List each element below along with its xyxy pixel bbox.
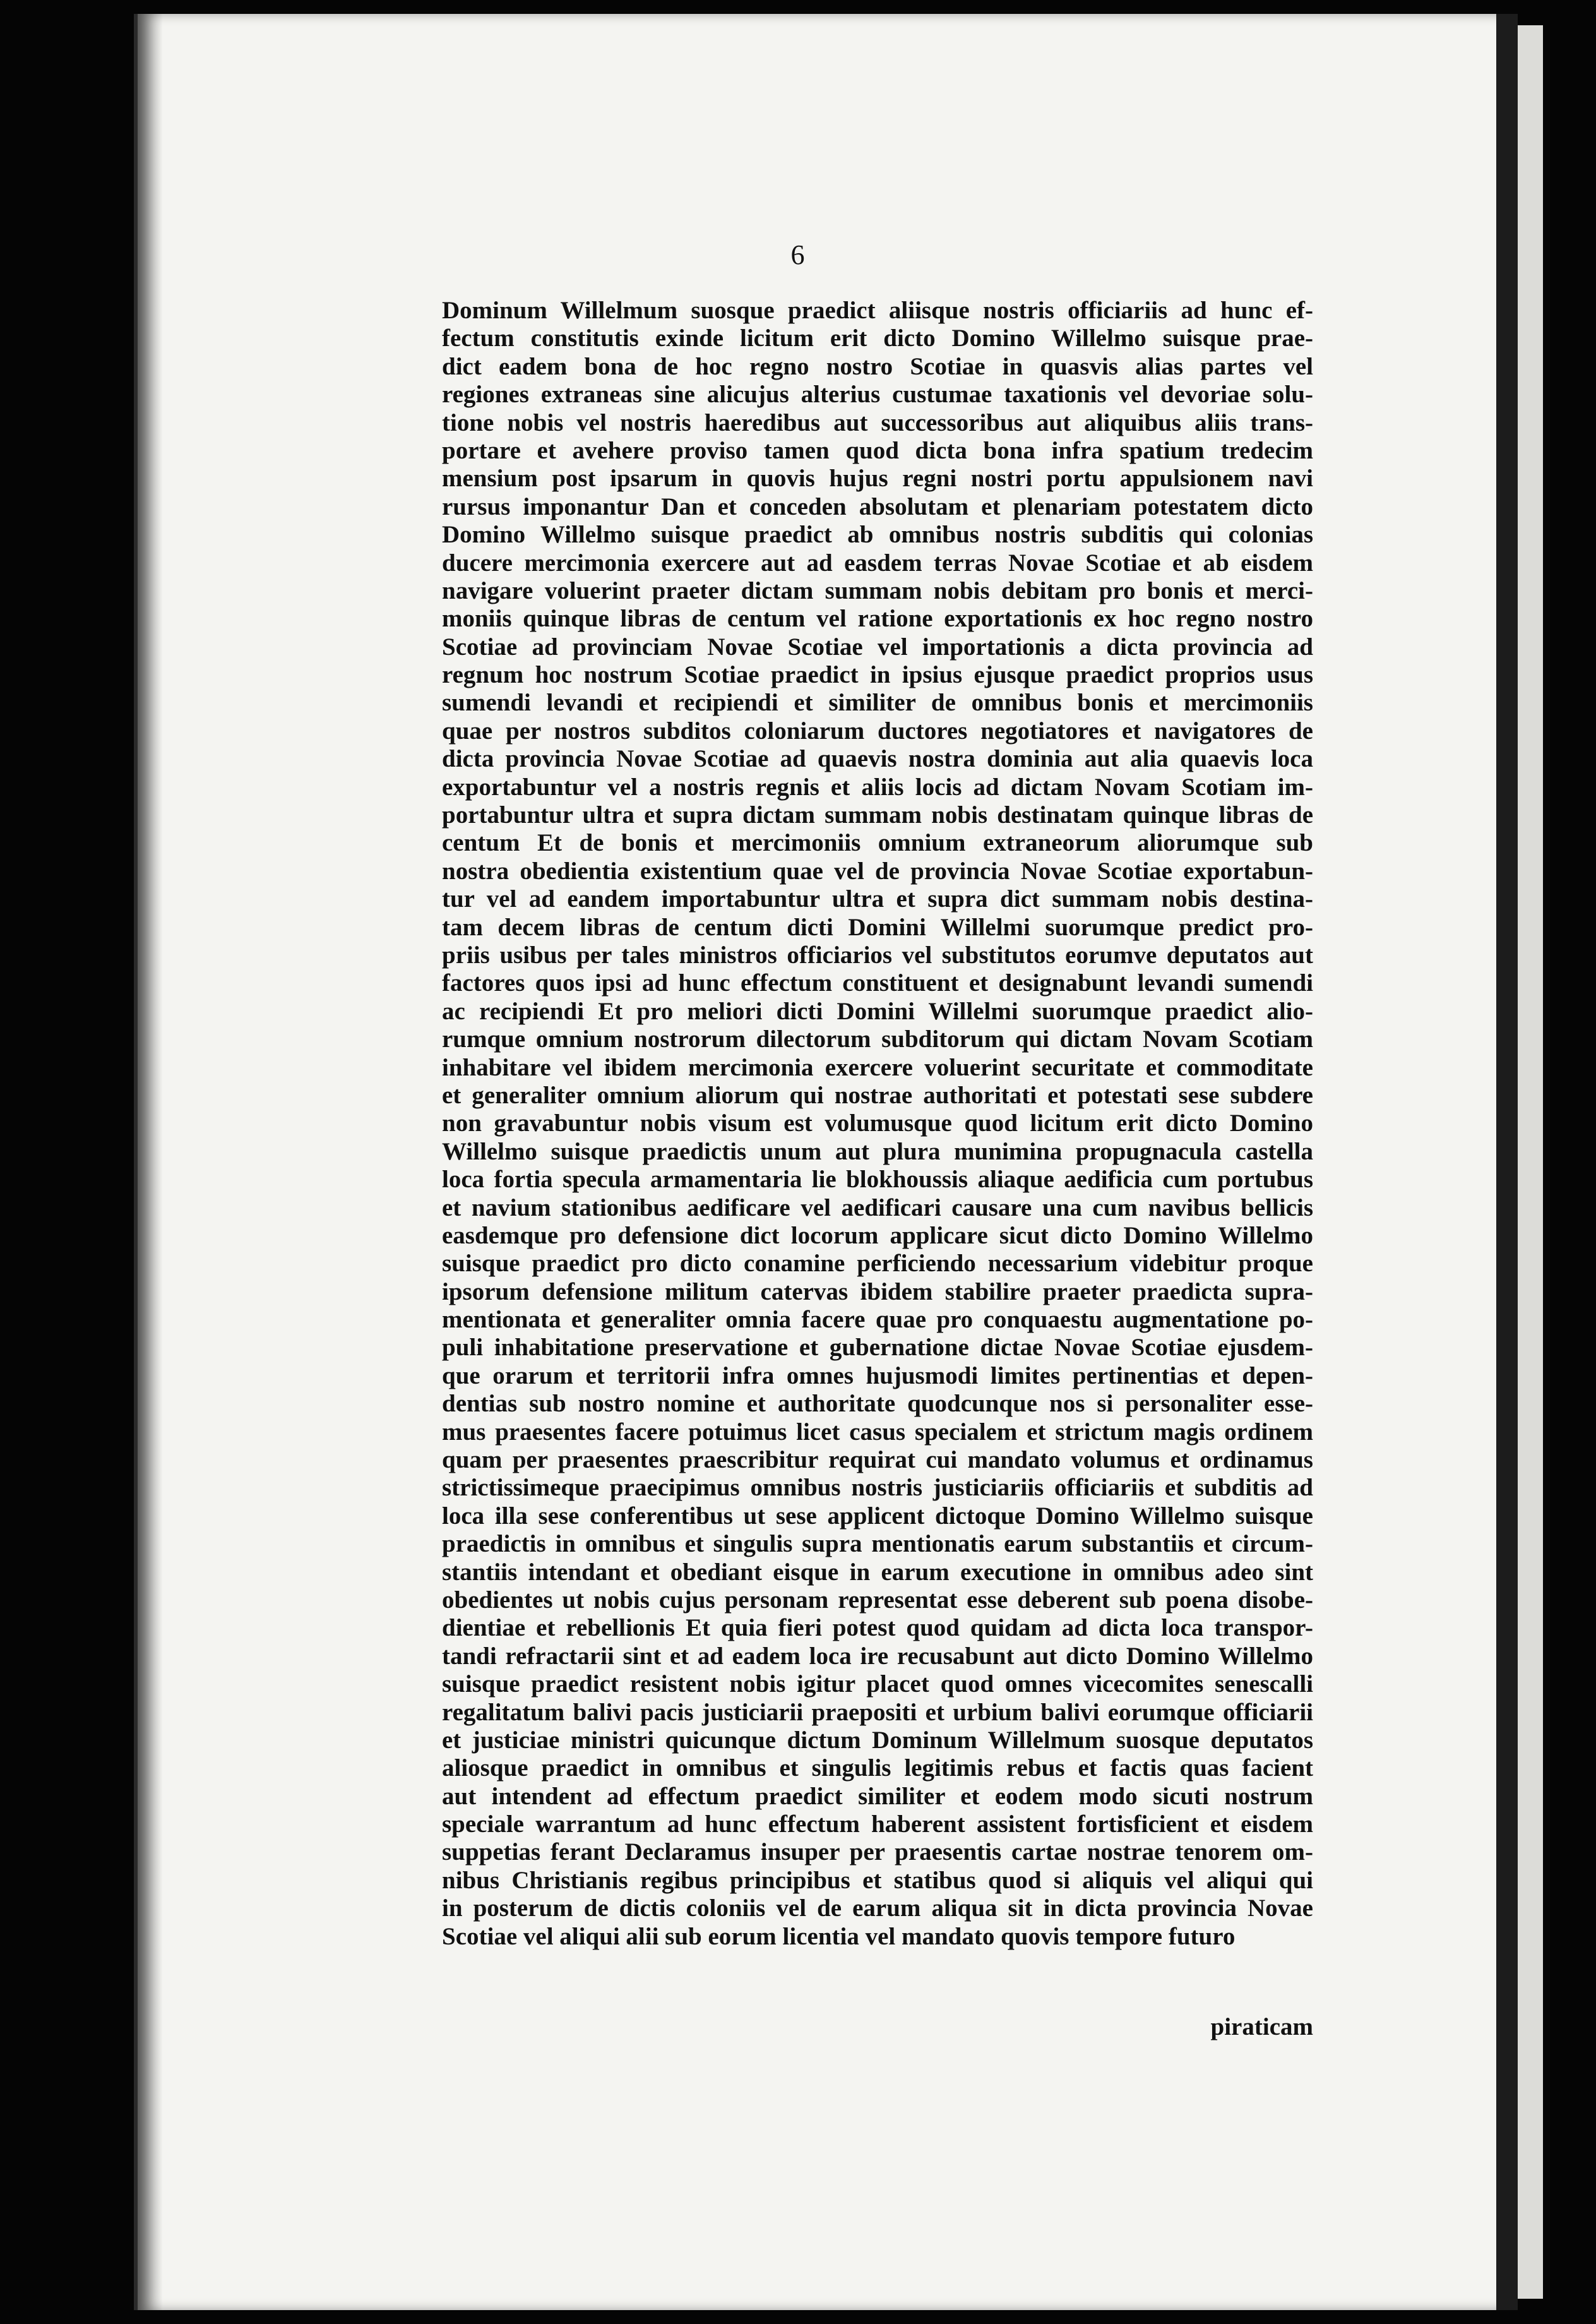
- text-line: Domino Willelmo suisque praedict ab omnibus nostris subditis qui colonias: [442, 521, 1313, 549]
- text-line: priis usibus per tales ministros officiarios vel substitutos eorumve deputatos aut: [442, 941, 1313, 969]
- text-line: speciale warrantum ad hunc effectum haberent assistent fortisficient et eisdem: [442, 1811, 1313, 1838]
- text-line: que orarum et territorii infra omnes hujusmodi limites pertinentias et depen-: [442, 1362, 1313, 1389]
- text-line: suisque praedict pro dicto conamine perficiendo necessarium videbitur proque: [442, 1250, 1313, 1278]
- page-edge-shadow: [1496, 14, 1518, 2310]
- text-line: Scotiae vel aliqui alii sub eorum licentia vel mandato quovis tempore futuro: [442, 1922, 1236, 1950]
- text-line: regalitatum balivi pacis justiciarii praepositi et urbium balivi eorumque officiarii: [442, 1698, 1313, 1726]
- text-line: obedientes ut nobis cujus personam representat esse deberent sub poena disobe-: [442, 1586, 1313, 1614]
- text-line: quam per praesentes praescribitur requirat cui mandato volumus et ordinamus: [442, 1446, 1313, 1474]
- text-line: dict eadem bona de hoc regno nostro Scotiae in quasvis alias partes vel: [442, 352, 1313, 380]
- text-line: tam decem libras de centum dicti Domini Willelmi suorumque predict pro-: [442, 913, 1313, 941]
- text-line: Dominum Willelmum suosque praedict aliisque nostris officiariis ad hunc ef-: [442, 297, 1313, 324]
- body-text: [442, 297, 1313, 1951]
- text-line: mus praesentes facere potuimus licet casus specialem et strictum magis ordinem: [442, 1418, 1313, 1446]
- text-line: praedictis in omnibus et singulis supra mentionatis earum substantiis et circum-: [442, 1530, 1313, 1558]
- text-line: mensium post ipsarum in quovis hujus regni nostri portu appulsionem navi: [442, 465, 1313, 493]
- adjacent-page-edge: [1518, 25, 1543, 2299]
- text-line: dicta provincia Novae Scotiae ad quaevis nostra dominia aut alia quaevis loca: [442, 745, 1313, 773]
- text-line: tione nobis vel nostris haeredibus aut successoribus aut aliquibus aliis trans-: [442, 409, 1313, 436]
- text-line: tur vel ad eandem importabuntur ultra et supra dict summam nobis destina-: [442, 885, 1313, 913]
- text-line: rursus imponantur Dan et conceden absolutam et plenariam potestatem dicto: [442, 493, 1313, 520]
- text-line: ac recipiendi Et pro meliori dicti Domini Willelmi suorumque praedict alio-: [442, 997, 1313, 1025]
- catchword: piraticam: [1210, 2013, 1313, 2040]
- text-line: mentionata et generaliter omnia facere quae pro conquaestu augmentatione po-: [442, 1306, 1313, 1334]
- text-line: loca fortia specula armamentaria lie blokhoussis aliaque aedificia cum portubus: [442, 1166, 1313, 1194]
- gutter-shadow: [138, 14, 163, 2310]
- text-line: rumque omnium nostrorum dilectorum subditorum qui dictam Novam Scotiam: [442, 1026, 1313, 1053]
- text-line: moniis quinque libras de centum vel ratione exportationis ex hoc regno nostro: [442, 605, 1313, 633]
- text-line: regiones extraneas sine alicujus alterius custumae taxationis vel devoriae solu-: [442, 381, 1313, 409]
- text-line: nibus Christianis regibus principibus et statibus quod si aliquis vel aliqui qui: [442, 1866, 1313, 1894]
- text-line: portabuntur ultra et supra dictam summam nobis destinatam quinque libras de: [442, 801, 1313, 829]
- text-line: portare et avehere proviso tamen quod dicta bona infra spatium tredecim: [442, 436, 1313, 464]
- text-line: centum Et de bonis et mercimoniis omnium extraneorum aliorumque sub: [442, 829, 1313, 857]
- text-line: et justiciae ministri quicunque dictum Dominum Willelmum suosque deputatos: [442, 1726, 1313, 1754]
- text-line: aut intendent ad effectum praedict similiter et eodem modo sicuti nostrum: [442, 1782, 1313, 1810]
- text-line: loca illa sese conferentibus ut sese applicent dictoque Domino Willelmo suisque: [442, 1502, 1313, 1530]
- text-line: in posterum de dictis coloniis vel de earum aliqua sit in dicta provincia Novae: [442, 1895, 1313, 1922]
- text-line: sumendi levandi et recipiendi et similiter de omnibus bonis et mercimoniis: [442, 689, 1313, 717]
- text-line: ducere mercimonia exercere aut ad easdem terras Novae Scotiae et ab eisdem: [442, 549, 1313, 577]
- text-line: dientiae et rebellionis Et quia fieri potest quod quidam ad dicta loca transpor-: [442, 1614, 1313, 1642]
- text-line: aliosque praedict in omnibus et singulis legitimis rebus et factis quas facient: [442, 1754, 1313, 1782]
- text-line: factores quos ipsi ad hunc effectum constituent et designabunt levandi sumendi: [442, 969, 1313, 997]
- text-line: dentias sub nostro nomine et authoritate quodcunque nos si personaliter esse-: [442, 1390, 1313, 1418]
- text-line: easdemque pro defensione dict locorum applicare sicut dicto Domino Willelmo: [442, 1221, 1313, 1249]
- text-line: suppetias ferant Declaramus insuper per praesentis cartae nostrae tenorem om-: [442, 1838, 1313, 1866]
- text-line: inhabitare vel ibidem mercimonia exercere voluerint securitate et commoditate: [442, 1053, 1313, 1081]
- text-line: regnum hoc nostrum Scotiae praedict in ipsius ejusque praedict proprios usus: [442, 661, 1313, 689]
- text-line: exportabuntur vel a nostris regnis et aliis locis ad dictam Novam Scotiam im-: [442, 773, 1313, 801]
- text-line: strictissimeque praecipimus omnibus nostris justiciariis officiariis et subditis ad: [442, 1474, 1313, 1502]
- text-line: fectum constitutis exinde licitum erit dicto Domino Willelmo suisque prae-: [442, 325, 1313, 352]
- page-number: 6: [790, 239, 806, 270]
- text-line: et generaliter omnium aliorum qui nostrae authoritati et potestati sese subdere: [442, 1081, 1313, 1109]
- text-line: et navium stationibus aedificare vel aedificari causare una cum navibus bellicis: [442, 1194, 1313, 1221]
- text-line: nostra obedientia existentium quae vel de provincia Novae Scotiae exportabun-: [442, 857, 1313, 885]
- text-line: Scotiae ad provinciam Novae Scotiae vel importationis a dicta provincia ad: [442, 633, 1313, 661]
- text-line: ipsorum defensione militum catervas ibidem stabilire praeter praedicta supra-: [442, 1278, 1313, 1305]
- text-line: puli inhabitatione preservatione et gubernatione dictae Novae Scotiae ejusdem-: [442, 1334, 1313, 1362]
- text-line: non gravabuntur nobis visum est volumusque quod licitum erit dicto Domino: [442, 1110, 1313, 1137]
- text-line: tandi refractarii sint et ad eadem loca ire recusabunt aut dicto Domino Willelmo: [442, 1642, 1313, 1670]
- text-line: stantiis intendant et obediant eisque in earum executione in omnibus adeo sint: [442, 1558, 1313, 1586]
- text-line: Willelmo suisque praedictis unum aut plura munimina propugnacula castella: [442, 1137, 1313, 1165]
- text-line: suisque praedict resistent nobis igitur placet quod omnes vicecomites senescalli: [442, 1670, 1313, 1698]
- text-line: navigare voluerint praeter dictam summam nobis debitam pro bonis et merci-: [442, 577, 1313, 604]
- text-line: quae per nostros subditos coloniarum ductores negotiatores et navigatores de: [442, 717, 1313, 745]
